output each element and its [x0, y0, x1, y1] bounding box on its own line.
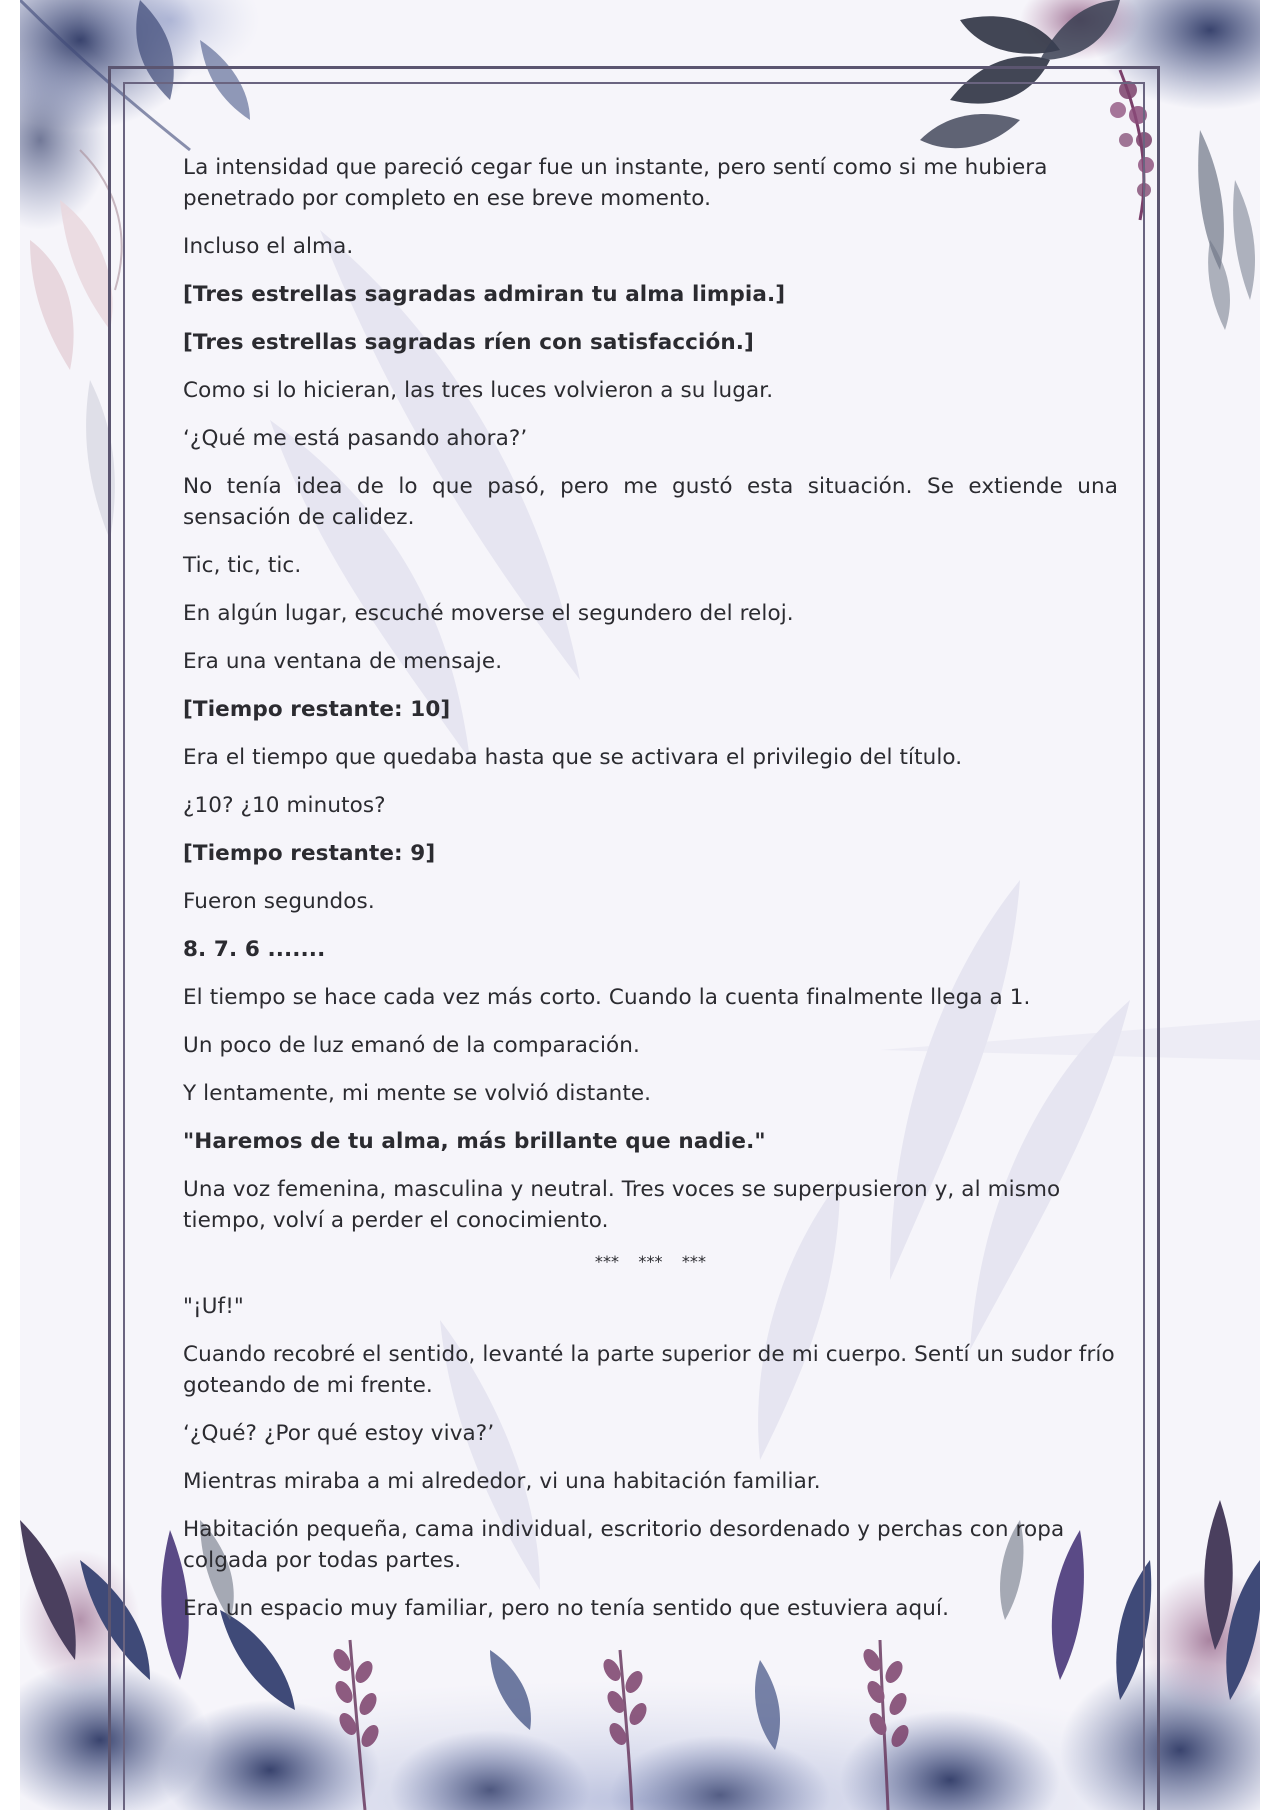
paragraph: ‘¿Qué? ¿Por qué estoy viva?’	[183, 1421, 495, 1446]
system-message: [Tiempo restante: 9]	[183, 841, 436, 866]
paragraph: En algún lugar, escuché moverse el segundero del reloj.	[183, 601, 794, 626]
paragraph: Y lentamente, mi mente se volvió distante.	[183, 1081, 652, 1106]
system-message: [Tres estrellas sagradas ríen con satisfacción.]	[183, 330, 754, 355]
paragraph: Era una ventana de mensaje.	[183, 649, 503, 674]
paragraph: Era un espacio muy familiar, pero no tenía sentido que estuviera aquí.	[183, 1596, 950, 1621]
paragraph: Incluso el alma.	[183, 234, 354, 259]
paragraph: La intensidad que pareció cegar fue un instante, pero sentí como si me hubiera penetrado por completo en ese breve momento.	[183, 155, 1048, 211]
paragraph: Era el tiempo que quedaba hasta que se activara el privilegio del título.	[183, 745, 963, 770]
paragraph: Un poco de luz emanó de la comparación.	[183, 1033, 640, 1058]
paragraph: No tenía idea de lo que pasó, pero me gustó esta situación. Se extiende una sensación de calidez.	[183, 474, 1118, 530]
paragraph: ¿10? ¿10 minutos?	[183, 793, 386, 818]
countdown-text: 8. 7. 6 .......	[183, 937, 326, 962]
document-body	[183, 152, 1118, 1641]
paragraph: Cuando recobré el sentido, levanté la parte superior de mi cuerpo. Sentí un sudor frío goteando de mi frente.	[183, 1342, 1115, 1398]
paragraph: El tiempo se hace cada vez más corto. Cuando la cuenta finalmente llega a 1.	[183, 985, 1031, 1010]
paragraph: Fueron segundos.	[183, 889, 375, 914]
paragraph: Habitación pequeña, cama individual, escritorio desordenado y perchas con ropa colgada por todas partes.	[183, 1517, 1065, 1573]
paragraph: Tic, tic, tic.	[183, 553, 302, 578]
paragraph: "¡Uf!"	[183, 1294, 244, 1319]
paragraph: Una voz femenina, masculina y neutral. Tres voces se superpusieron y, al mismo tiempo, volví a perder el conocimiento.	[183, 1177, 1061, 1233]
paragraph: Mientras miraba a mi alrededor, vi una habitación familiar.	[183, 1469, 821, 1494]
system-message: [Tiempo restante: 10]	[183, 697, 451, 722]
scene-separator: *** *** ***	[594, 1252, 707, 1271]
paragraph: ‘¿Qué me está pasando ahora?’	[183, 426, 528, 451]
document-page	[20, 0, 1260, 1810]
paragraph: Como si lo hicieran, las tres luces volvieron a su lugar.	[183, 378, 774, 403]
dialogue-quote: "Haremos de tu alma, más brillante que nadie."	[183, 1129, 766, 1154]
system-message: [Tres estrellas sagradas admiran tu alma limpia.]	[183, 282, 786, 307]
